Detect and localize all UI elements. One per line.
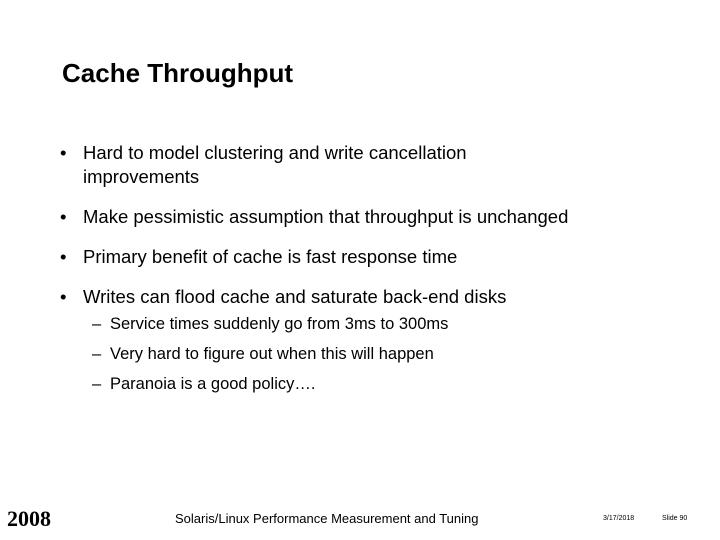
bullet-list <box>60 141 700 325</box>
sub-bullet-item <box>92 369 448 399</box>
sub-bullet-text: Service times suddenly go from 3ms to 300ms <box>110 315 449 333</box>
slide-title: Cache Throughput <box>62 58 294 88</box>
bullet-marker: • <box>60 206 67 227</box>
footer-title: Solaris/Linux Performance Measurement and Tuning <box>175 511 479 526</box>
bullet-item <box>60 285 700 309</box>
slide-number: Slide 90 <box>662 515 688 522</box>
bullet-text: Make pessimistic assumption that throughput is unchanged <box>83 206 569 227</box>
footer-year: 2008 <box>7 506 51 531</box>
sub-bullet-item <box>92 309 448 339</box>
sub-bullet-marker: – <box>92 345 102 363</box>
sub-bullet-list <box>92 309 448 399</box>
bullet-item <box>60 205 700 229</box>
bullet-marker: • <box>60 286 67 307</box>
bullet-item <box>60 141 700 189</box>
sub-bullet-text: Paranoia is a good policy…. <box>110 375 316 393</box>
bullet-marker: • <box>60 246 67 267</box>
bullet-marker: • <box>60 142 67 163</box>
sub-bullet-text: Very hard to figure out when this will happen <box>110 345 434 363</box>
footer-date: 3/17/2018 <box>603 515 635 522</box>
bullet-item <box>60 245 700 269</box>
sub-bullet-item <box>92 339 448 369</box>
bullet-text: Writes can flood cache and saturate back-end disks <box>83 286 507 307</box>
bullet-text: Primary benefit of cache is fast response time <box>83 246 458 267</box>
bullet-text: Hard to model clustering and write cancellation improvements <box>83 142 467 187</box>
sub-bullet-marker: – <box>92 375 102 393</box>
sub-bullet-marker: – <box>92 315 102 333</box>
